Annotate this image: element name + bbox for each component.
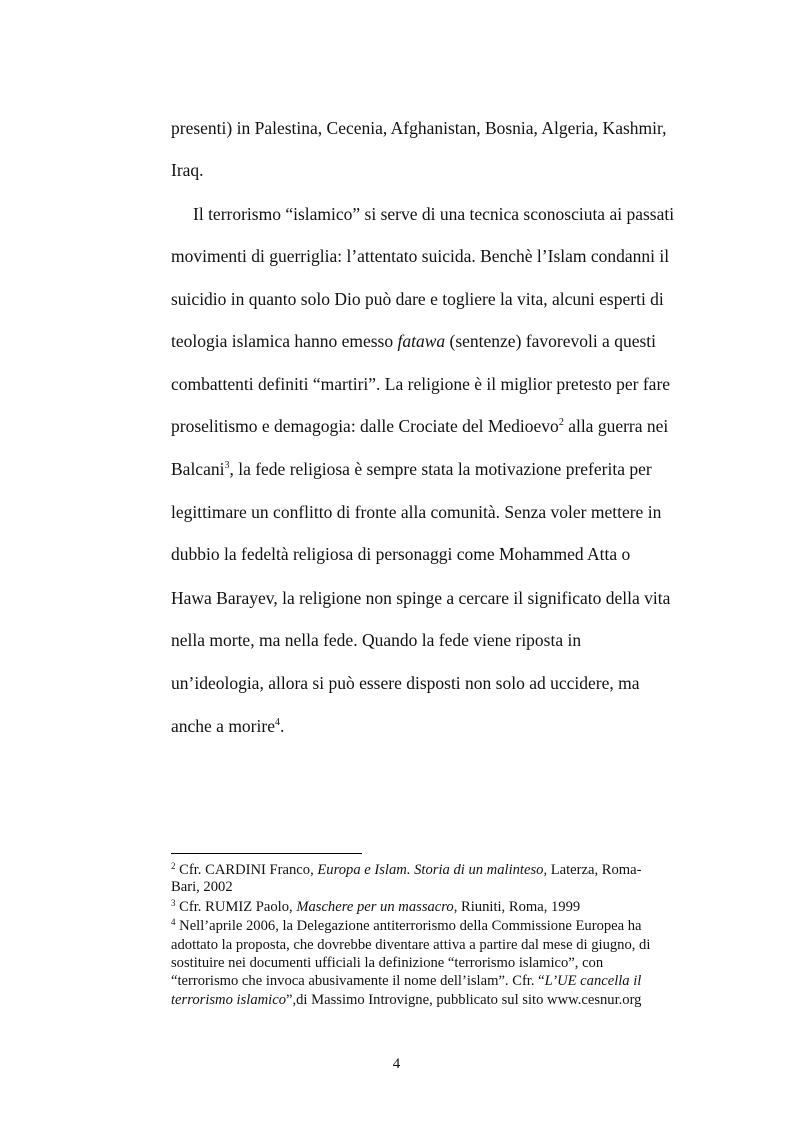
- text-segment: anche a morire: [171, 716, 275, 736]
- text-line: legittimare un conflitto di fronte alla comunità. Senza voler mettere in: [171, 502, 662, 522]
- text-segment: Balcani: [171, 459, 225, 479]
- text-line: nella morte, ma nella fede. Quando la fede viene riposta in: [171, 630, 582, 650]
- text-segment: “terrorismo che invoca abusivamente il nome dell’islam”. Cfr. “: [171, 973, 545, 989]
- article-title: L’UE cancella il: [544, 973, 642, 989]
- text-segment: Nell’aprile 2006, la Delegazione antiterrorismo della Commissione Europea ha: [175, 918, 642, 934]
- text-line: movimenti di guerriglia: l’attentato suicida. Benchè l’Islam condanni il: [171, 246, 670, 266]
- footnote-number: 2: [171, 861, 176, 871]
- footnote-ref[interactable]: 4: [274, 717, 280, 728]
- text-line: un’ideologia, allora si può essere disposti non solo ad uccidere, ma: [171, 673, 640, 693]
- text-line: Hawa Barayev, la religione non spinge a cercare il significato della vita: [171, 588, 671, 608]
- article-title: terrorismo islamico: [171, 992, 286, 1008]
- text-segment: Cfr. CARDINI Franco,: [175, 862, 318, 878]
- book-title: Europa e Islam. Storia di un malinteso: [317, 862, 544, 878]
- text-line: [171, 331, 656, 351]
- footnote-number: 3: [171, 898, 176, 908]
- footnote-3: [171, 899, 580, 915]
- footnote-divider: [171, 853, 362, 854]
- text-segment: Cfr. RUMIZ Paolo,: [175, 899, 297, 915]
- text-segment: ”,di Massimo Introvigne, pubblicato sul sito www.cesnur.org: [286, 992, 642, 1008]
- page-number: 4: [392, 1056, 401, 1072]
- text-line: Iraq.: [171, 160, 204, 180]
- text-segment: .: [279, 716, 285, 736]
- footnote-4: [171, 918, 642, 934]
- text-segment: , Laterza, Roma-: [543, 862, 642, 878]
- footnote-2-cont: Bari, 2002: [171, 879, 233, 895]
- text-line: [171, 716, 284, 736]
- text-segment: proselitismo e demagogia: dalle Crociate del Medioevo: [171, 416, 559, 436]
- text-line: dubbio la fedeltà religiosa di personaggi come Mohammed Atta o: [171, 544, 631, 564]
- text-line: combattenti definiti “martiri”. La religione è il miglior pretesto per fare: [171, 374, 671, 394]
- italic-term: fatawa: [397, 331, 446, 351]
- text-line: [171, 416, 668, 436]
- text-segment: (sentenze) favorevoli a questi: [445, 331, 657, 351]
- footnote-number: 4: [171, 917, 176, 927]
- text-segment: teologia islamica hanno emesso: [171, 331, 398, 351]
- text-line: presenti) in Palestina, Cecenia, Afghanistan, Bosnia, Algeria, Kashmir,: [171, 118, 667, 138]
- text-line: Il terrorismo “islamico” si serve di una tecnica sconosciuta ai passati: [193, 204, 675, 224]
- text-segment: alla guerra nei: [563, 416, 669, 436]
- footnote-2: [171, 862, 642, 878]
- footnote-4-cont: [171, 992, 641, 1008]
- text-segment: , Riuniti, Roma, 1999: [453, 899, 581, 915]
- text-segment: , la fede religiosa è sempre stata la motivazione preferita per: [229, 459, 652, 479]
- text-line: [171, 459, 652, 479]
- footnote-4-cont: adottato la proposta, che dovrebbe diventare attiva a partire dal mese di giugno, di: [171, 937, 651, 953]
- footnote-ref[interactable]: 2: [558, 417, 564, 428]
- footnote-ref[interactable]: 3: [224, 460, 230, 471]
- footnote-4-cont: sostituire nei documenti ufficiali la definizione “terrorismo islamico”, con: [171, 955, 604, 971]
- book-title: Maschere per un massacro: [296, 899, 454, 915]
- text-line: suicidio in quanto solo Dio può dare e togliere la vita, alcuni esperti di: [171, 289, 664, 309]
- footnote-4-cont: [171, 973, 641, 989]
